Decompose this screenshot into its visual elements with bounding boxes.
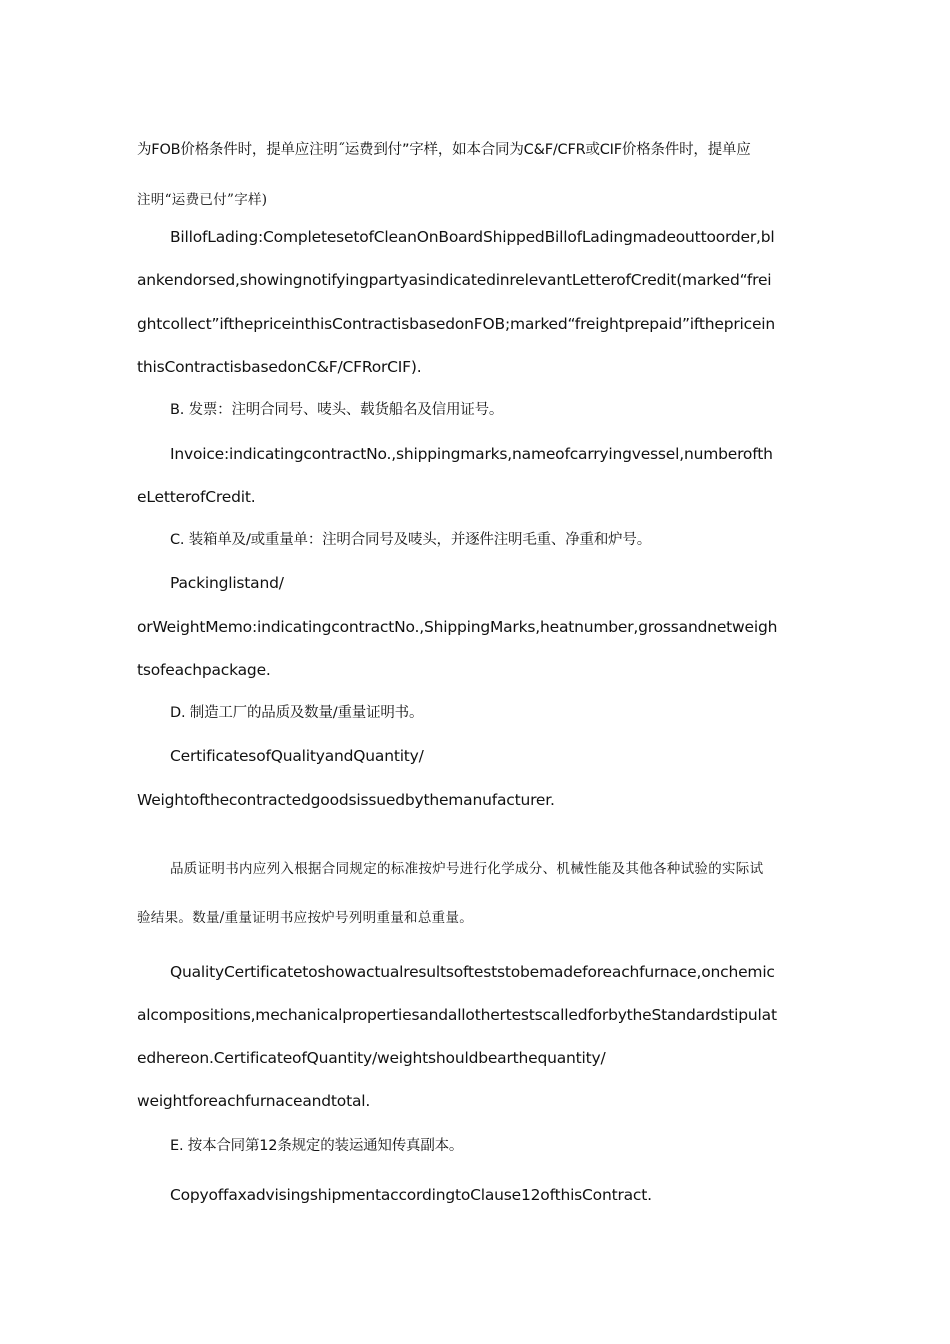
text-line: ghtcollect”ifthepriceinthisContractisbasedonFOB;marked“freightprepaid”ifthepricein bbox=[137, 315, 776, 333]
text-line: tsofeachpackage. bbox=[137, 661, 271, 679]
text-line: thisContractisbasedonC&F/CFRorCIF). bbox=[137, 358, 422, 376]
text-line: 验结果。数量/重量证明书应按炉号列明重量和总重量。 bbox=[137, 910, 474, 926]
text-line: 品质证明书内应列入根据合同规定的标准按炉号进行化学成分、机械性能及其他各种试验的实际试 bbox=[170, 861, 764, 877]
text-line: Weightofthecontractedgoodsissuedbythemanufacturer. bbox=[137, 791, 555, 809]
text-line: QualityCertificatetoshowactualresultsofteststobemadeforeachfurnace,onchemic bbox=[170, 963, 775, 981]
text-line: ankendorsed,showingnotifyingpartyasindicatedinrelevantLetterofCredit(marked“frei bbox=[137, 271, 772, 289]
text-line: orWeightMemo:indicatingcontractNo.,ShippingMarks,heatnumber,grossandnetweigh bbox=[137, 618, 778, 636]
text-line: 注明“运费已付”字样) bbox=[137, 192, 268, 208]
text-line: CertificatesofQualityandQuantity/ bbox=[170, 747, 424, 765]
text-line: eLetterofCredit. bbox=[137, 488, 256, 506]
text-line: E. 按本合同第12条规定的装运通知传真副本。 bbox=[170, 1138, 464, 1154]
text-line: BillofLading:CompletesetofCleanOnBoardShippedBillofLadingmadeouttoorder,bl bbox=[170, 228, 775, 246]
text-line: D. 制造工厂的品质及数量/重量证明书。 bbox=[170, 705, 424, 721]
text-line: Invoice:indicatingcontractNo.,shippingmarks,nameofcarryingvessel,numberofth bbox=[170, 445, 773, 463]
text-line: CopyoffaxadvisingshipmentaccordingtoClause12ofthisContract. bbox=[170, 1186, 652, 1204]
text-line: B. 发票：注明合同号、唛头、载货船名及信用证号。 bbox=[170, 402, 504, 418]
text-line: edhereon.CertificateofQuantity/weightshouldbearthequantity/ bbox=[137, 1049, 606, 1067]
text-line: weightforeachfurnaceandtotal. bbox=[137, 1092, 371, 1110]
text-line: Packinglistand/ bbox=[170, 574, 284, 592]
text-line: alcompositions,mechanicalpropertiesandallothertestscalledforbytheStandardstipulat bbox=[137, 1006, 777, 1024]
text-line: 为FOB价格条件时，提单应注明˝运费到付”字样，如本合同为C&F/CFR或CIF价格条件时，提单应 bbox=[137, 142, 751, 158]
text-line: C. 装箱单及/或重量单：注明合同号及唛头，并逐件注明毛重、净重和炉号。 bbox=[170, 532, 652, 548]
